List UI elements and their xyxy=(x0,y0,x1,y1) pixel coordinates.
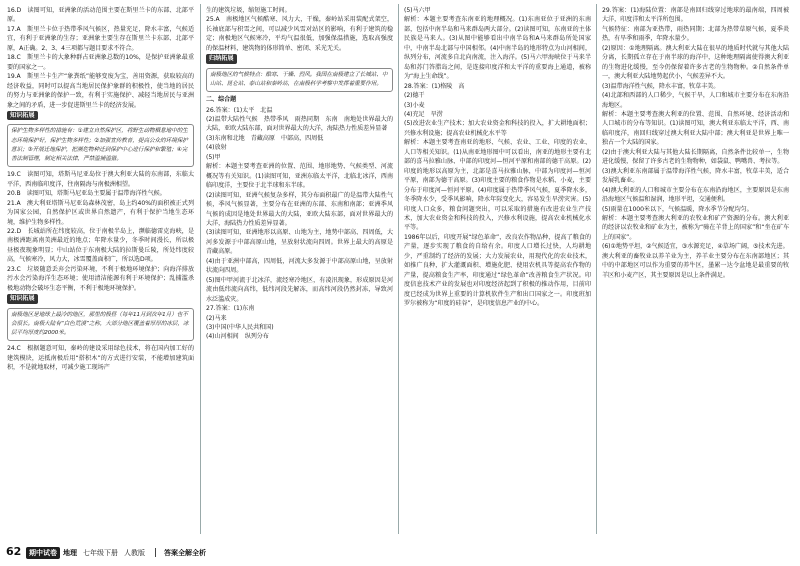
column-divider xyxy=(398,4,399,534)
answer-paragraph: (2)温带大陆性气候 热带季风 雨热同期 东南 南地处世界最大的大陆，亚欧大陆东部，面对世界最大的大洋，海陆热力性质差异显著 xyxy=(206,116,393,133)
answer-paragraph: 1986年以后，印度开展“绿色革命”，改良农作物品种，提高了粮食的产量，逐步实现了粮食的自给有余。印度人口增长过快，人均耕地少，严重制约了经济的发展；大力发展农业，用现代化的农业技术，如推广良种，扩大灌溉面积、增施化肥、使用农机具等提高农作物的产量，提高粮食生产率，印度通过“绿色革命”改善粮食生产状况。印度信息技术产业的发展也对印度经济起到了积极的推动作用，目前印度已经成为世界上重要的计算机软件生产和出口国家之一。印度班加罗尔被称为“印度的硅谷”，是印度信息产业的中心。 xyxy=(404,233,591,308)
answer-paragraph: 25.A 南极地区气候酷寒、风力大，干燥，秦岭站采用装配式架空，长袖底部与积雪之间，可以减少风雪对站区的影响，有利于建筑的稳定；南极地区气候寒冷，平均气温很低，加强保温措施，选取高强度的保温材料，建筑物的体形简单、密闭、采光无关。 xyxy=(206,16,393,52)
answer-paragraph: (2)读图可知，亚洲气候复杂多样，其分布面积最广的是温带大陆性气候，季风气候显著，主要分布在亚洲的东部、东南和南部；亚洲季风气候的成因是地处世界最大的大陆，亚欧大陆东部，面对世界最大的大洋，海陆热力性质差异显著。 xyxy=(206,191,393,228)
answer-paragraph: (4)放射 xyxy=(206,144,227,152)
knowledge-box xyxy=(7,124,194,167)
answer-paragraph: 澳大利亚的畜牧业以养羊业为主，养羊业主要分布在东南部地区；其中的中部地区可以作为重要的养牛区，墨累一达令盆地是最重要的牧羊区和小麦产区，其主要原因是以上条件满足。 xyxy=(602,252,789,279)
label-row xyxy=(206,53,393,65)
answer-paragraph: 28.答案：(1)格陵 高 xyxy=(404,82,465,90)
label-row xyxy=(7,110,194,122)
answer-paragraph: 22.D 长城站所在纬度较高，位于南极半岛上，濒临德雷克海峡，是南极洲距离南美洲最近的地点；年降水量少，冬季时间漫长，所以极昼极夜现象明显；中山站位于东南极大陆的拉斯曼丘陵，所处纬度较高，气候寒冷，风力大，冰雪覆盖面积广，所以选D项。 xyxy=(7,227,194,264)
footer-separator xyxy=(155,548,156,557)
answer-paragraph: (5)图中甲河流于北冰洋，流经寒冷地区，有凌汛现象，形成原因是河流由低纬流向高纬，低纬河段先解冻，而高纬河段仍然封冻，导致河水泛滥成灾。 xyxy=(206,276,393,303)
answer-paragraph: 27.答案：(1)东南 xyxy=(206,305,255,313)
page-footer xyxy=(0,538,800,566)
answer-paragraph: (3)中国(中华人民共和国) xyxy=(206,324,274,331)
answer-paragraph: (4)由于亚洲中部高，四周低，河流大多发源于中部高原山地，呈放射状流向四周。 xyxy=(206,257,393,275)
answer-paragraph: 解析：本题主要考查澳大利亚的农牧业和矿产资源的分布。澳大利亚的经济以农牧业和矿业为主，被称为“骑在羊背上的国家”和“坐在矿车上的国家”。 xyxy=(602,214,789,241)
footer-tag: 答案全解全析 xyxy=(164,548,206,557)
answer-paragraph: (2)原因：①地理隔离。澳大利亚大陆在很早的地质时代就与其他大陆分离，长期孤立存在于南半球的海洋中，这种地理隔离使得澳大利亚的生物进化缓慢，至今仍保留着许多古老的生物物种。②自然条件单一，澳大利亚大陆地势起伏小，气候差异不大。 xyxy=(602,44,789,81)
answer-paragraph: (5)改进农业生产技术；加大农业资金和科技的投入，扩大耕地面积；兴修水利设施；提高农业机械化水平等 xyxy=(404,120,591,137)
answer-paragraph: 23.C 垃圾随意丢弃会污染环境，不利于极地环境保护；向海洋排放污水会污染海洋生态环境；使用清洁能源有利于环境保护；乱捕滥杀极地动物会破坏生态平衡，不利于极地环境保护。 xyxy=(7,265,194,292)
answer-paragraph: (2)由于澳大利亚大陆与其他大陆长期隔离，自然条件比较单一，生物进化缓慢，保留了许多古老的生物物种，如袋鼠、鸭嘴兽、考拉等。 xyxy=(602,148,789,166)
column-divider xyxy=(200,4,201,534)
knowledge-box-text: 保护生物多样性的措施有：①建立自然保护区，将野生动物栖息地中的生态环境保护好，保护生物多样性；②加强宣传教育，提高公众的环境保护意识；③开展迁地保护，把濒危物种迁到保护中心进行保护和繁殖；④完善法制管理，制定相关法律，严禁滥捕滥猎。 xyxy=(11,128,188,163)
answer-paragraph: (3)东南和北地 青藏高原 中部高，四周低 xyxy=(206,134,324,142)
answer-paragraph: 29.答案：(1)海陆位置：南部是南回归线穿过地球的最南端，四周被大洋，印度洋和太平洋所包围。 xyxy=(602,7,789,24)
knowledge-box xyxy=(206,68,393,92)
column-1 xyxy=(7,6,194,534)
answer-paragraph: (2)德干 xyxy=(404,92,425,100)
page-number: 62 xyxy=(6,545,22,558)
answer-paragraph: 解析：本题主要考查澳大利亚的位置、范围、自然环境、经济活动和人口城市的分布等知识。(1)读图可知，澳大利亚东临太平洋，西、南临印度洋，南回归线穿过澳大利亚大陆中部；澳大利亚是世界上唯一独占一个大陆的国家。 xyxy=(602,110,789,147)
answer-paragraph: 20.B 读图可知，塔斯马尼亚岛主要属于温带海洋性气候。 xyxy=(7,190,166,198)
answer-paragraph: 26.答案：(1)太平 北温 xyxy=(206,106,273,114)
footer-badge xyxy=(26,546,206,559)
column-4 xyxy=(602,6,789,534)
answer-paragraph: (5)甲 xyxy=(206,153,221,161)
grade-label: 七年级下册 xyxy=(83,548,118,557)
column-2 xyxy=(206,6,393,534)
section-label: 归纳拓展 xyxy=(206,54,237,63)
answer-paragraph: (6)①地势平坦，②气候适宜，③水源充足，④草场广阔，⑤技术先进。 xyxy=(602,243,789,251)
column-3 xyxy=(404,6,591,534)
answer-paragraph: 21.A 澳大利亚塔斯马尼亚岛森林茂密，岛上约40%的面积被正式列为国家公园，自然保护区或世界自然遗产，有利于保护当地生态环境，维护生物多样性。 xyxy=(7,199,194,226)
answer-paragraph: (4)充足 旱涝 xyxy=(404,110,443,118)
knowledge-box xyxy=(7,308,194,342)
answer-paragraph: (5)雨量在1000米以下，气候温暖，降水季节分配均匀。 xyxy=(602,205,753,213)
answer-paragraph: 19.C 读图可知，塔斯马尼亚岛位于澳大利亚大陆的东南部，东临太平洋，西南临印度洋，往南隔海与南极洲相望。 xyxy=(7,171,194,188)
answer-paragraph: 解析：本题主要考查南亚的地形、气候、农业、工业、印度的农业、人口等相关知识。(1)从南亚地形图中可以看出，南亚的地形主要有北部的喜马拉雅山脉、中部的印度河—恒河平原和南部的德干高原。(2)印度的地形以高原为主，北部是喜马拉雅山脉，中部为印度河—恒河平原，南部为德干高原。(3)印度主要的粮食作物是水稻、小麦，主要分布于印度河—恒河平原。(4)印度属于热带季风气候，夏季降水多，冬季降水少，受季风影响，降水年际变化大，容易发生旱涝灾害。(5)印度人口众多，粮食问题突出，可以采取的措施有改进农业生产技术，加大农业资金和科技的投入，兴修水利设施，提高农业机械化水平等。 xyxy=(404,139,591,232)
section-label: 知识拓展 xyxy=(7,294,38,303)
answer-paragraph: (3)澳大利亚东南部属于温带海洋性气候，降水丰富，牧草丰美，适合发展乳畜业。 xyxy=(602,167,789,185)
subject-label: 地理 xyxy=(63,548,77,557)
knowledge-box-text: 南极地区的气候特点：酷寒、干燥、烈风。我国在南极建立了长城站、中山站、昆仑站、泰山站和秦岭站，在南极科学考察中发挥着重要作用。 xyxy=(210,71,388,87)
answer-paragraph: (4)北部和西部的人口稀少，气候干旱，人口和城市主要分布在东南沿海地区。 xyxy=(602,92,789,109)
column-divider xyxy=(596,4,597,534)
answer-paragraph: (4)山河相间 纵列分布 xyxy=(206,333,269,341)
series-badge: 期中试卷 xyxy=(26,547,60,559)
answer-paragraph: 24.C 根据题意可知，秦岭的建设采用绿色技术，将在国内加工好的建筑模块，运抵南极后用“搭积木”的方式进行安装，不能增加建筑面积，不是就地取材，可减少施工现场产 xyxy=(7,345,194,372)
section-label: 知识拓展 xyxy=(7,111,38,120)
answer-paragraph: 解析：本题主要考查东南亚的地理概况。(1)东南亚位于亚洲的东南部，包括中南半岛和马来群岛两大部分。(2)读图可知，东南亚的主体民族是马来人。(3)从图中能够看出中南半岛和A马来群岛所处国家中，中南半岛北部与中国相邻。(4)中南半岛的地形特点为山河相间，纵列分布，河流多自北向南流，注入海洋。(5)马六甲海峡位于马来半岛和苏门答腊岛之间，是连接印度洋和太平洋的重要海上通道，被称为“海上生命线”。 xyxy=(404,16,591,81)
answer-paragraph: 生的建筑垃圾，缩短施工时间。 xyxy=(206,7,291,14)
edition-label: 人教版 xyxy=(124,548,145,557)
answer-paragraph: (5)马六甲 xyxy=(404,7,431,14)
answer-paragraph: 解析：本题主要考查亚洲的位置、范围、地形地势、气候类型、河流概况等有关知识。(1)读图可知，亚洲东临太平洋，北临北冰洋，西南临印度洋，主要位于北半球和东半球。 xyxy=(206,163,393,190)
answer-paragraph: 17.A 斯里兰卡位于热带季风气候区，热量充足，降水丰富，气候适宜，有利于亚洲象的生存；亚洲象主要生存在斯里兰卡东部、北部平原，A正确。2、3、4三项都与题目要求不符合。 xyxy=(7,25,194,52)
answer-paragraph: (4)澳大利亚的人口和城市主要分布在东南沿海地区，主要原因是东南沿海地区气候温和湿润，地形平坦，交通便利。 xyxy=(602,186,789,204)
knowledge-box-text: 南极地区是地球上最冷的地区，那里的极昼（每年11月到次年1月）也不会很长。南极大陆有“白色荒漠”之称，大部分地区覆盖着厚厚的冰层，冰层平均厚度约2000米。 xyxy=(11,311,189,336)
section-heading: 二、综合题 xyxy=(206,96,237,104)
answer-paragraph: 16.D 读图可知，亚洲象的活动范围主要在斯里兰卡的东部、北部平原。 xyxy=(7,7,194,24)
answer-paragraph: (3)小麦 xyxy=(404,101,425,109)
answer-paragraph: 气候特征：南部为亚热带，雨热同期；北部为热带草原气候，夏季炎热，有旱季和雨季，年降水量少。 xyxy=(602,25,789,43)
answer-paragraph: 18.C 斯里兰卡的大象种群占亚洲象总数的10%，是保护亚洲象最重要的国家之一。 xyxy=(7,54,194,71)
answer-paragraph: (3)读图可知，亚洲地形以高原、山地为主，地势中部高、四周低，大河多发源于中部高原山地，呈放射状流向四周。世界上最大的高原是青藏高原。 xyxy=(206,229,393,256)
answer-paragraph: (3)温带海洋性气候，降水丰富，牧草丰美。 xyxy=(602,82,720,90)
answer-paragraph: (2)马来 xyxy=(206,314,227,322)
answer-paragraph: 19.A 斯里兰卡生产“象粪纸”能够变废为宝，善用资源，获取较高的经济收益，同时可以提高当地居民保护象群的积极性，使当地的居民的努力与亚洲象的保护一致，有利于实施保护、减轻当地居民与亚洲象之间的矛盾，进一步促进斯里兰卡的经济发展。 xyxy=(7,73,194,109)
label-row xyxy=(7,293,194,305)
